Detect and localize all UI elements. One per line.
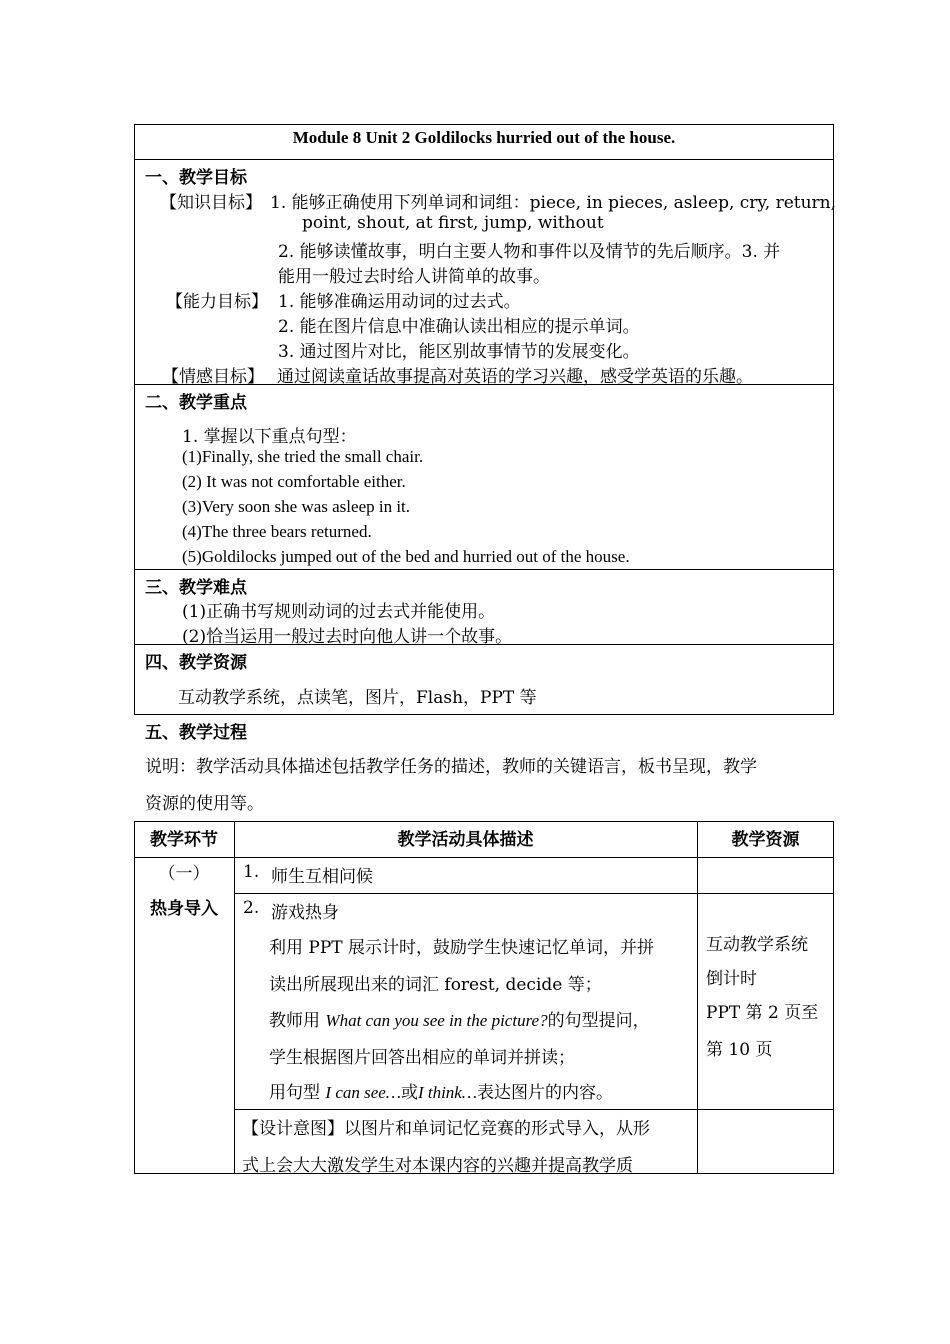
ability-line: 1. 能够准确运用动词的过去式。 [278, 292, 521, 312]
step-line-text: 用句型 [269, 1083, 326, 1103]
step-line-text: 教师用 [269, 1011, 326, 1031]
step-line [269, 1078, 613, 1103]
stage-number: （一） [158, 864, 210, 884]
difficulty-item: (2)恰当运用一般过去时向他人讲一个故事。 [182, 627, 513, 647]
knowledge-line: point, shout, at first, jump, without [302, 213, 604, 233]
column-header-resources: 教学资源 [731, 830, 800, 850]
step-line: 利用 PPT 展示计时，鼓励学生快速记忆单词，并拼 [269, 938, 655, 958]
step-line-italic: What can you see in the picture? [325, 1011, 548, 1030]
step-line: 学生根据图片回答出相应的单词并拼读； [269, 1048, 575, 1068]
process-heading: 五、教学过程 [145, 723, 247, 743]
design-intent: 式上会大大激发学生对本课内容的兴趣并提高教学质 [242, 1156, 633, 1176]
knowledge-tag: 【知识目标】 [160, 193, 262, 213]
key-point-item: (5)Goldilocks jumped out of the bed and hurried out of the house. [182, 547, 630, 566]
header-divider [134, 857, 834, 858]
process-note: 资源的使用等。 [145, 794, 264, 814]
knowledge-line: 能用一般过去时给人讲简单的故事。 [278, 267, 550, 287]
page-title: Module 8 Unit 2 Goldilocks hurried out of the house. [292, 128, 676, 147]
difficulty-item: (1)正确书写规则动词的过去式并能使用。 [182, 602, 496, 622]
key-point-item: (4)The three bears returned. [182, 522, 372, 541]
key-points-heading: 二、教学重点 [145, 393, 247, 413]
ability-line: 3. 通过图片对比，能区别故事情节的发展变化。 [278, 342, 640, 362]
ability-tag: 【能力目标】 [166, 292, 268, 312]
key-point-item: (1)Finally, she tried the small chair. [182, 447, 424, 466]
step-line-text: 表达图片的内容。 [476, 1083, 613, 1103]
row-divider [234, 1109, 834, 1110]
key-point-item: (2) It was not comfortable either. [182, 472, 406, 491]
col-divider [234, 821, 235, 1174]
difficulties-heading: 三、教学难点 [145, 578, 247, 598]
design-intent: 【设计意图】以图片和单词记忆竞赛的形式导入，从形 [242, 1119, 650, 1139]
resource-item: 互动教学系统 [706, 935, 808, 955]
resource-item: 倒计时 [706, 969, 757, 989]
step-line-italic: I can see… [325, 1083, 401, 1102]
key-points-intro: 1. 掌握以下重点句型： [182, 427, 357, 447]
step-line-italic: I think… [417, 1083, 477, 1102]
objectives-heading: 一、教学目标 [145, 168, 247, 188]
step-text: 师生互相问候 [271, 867, 373, 887]
col-divider [697, 821, 698, 1174]
column-header-description: 教学活动具体描述 [397, 830, 534, 850]
step-title: 游戏热身 [271, 903, 339, 923]
row-divider [134, 159, 834, 160]
process-note: 说明：教学活动具体描述包括教学任务的描述，教师的关键语言，板书呈现，教学 [145, 757, 757, 777]
row-divider [234, 893, 834, 894]
key-point-item: (3)Very soon she was asleep in it. [182, 497, 411, 516]
column-header-stage: 教学环节 [150, 830, 218, 850]
step-line-text: 或 [400, 1083, 418, 1103]
step-number: 2. [243, 898, 260, 918]
step-number: 1. [243, 862, 260, 882]
emotion-line: 通过阅读童话故事提高对英语的学习兴趣，感受学英语的乐趣。 [277, 367, 753, 387]
resources-text: 互动教学系统，点读笔，图片，Flash，PPT 等 [178, 688, 537, 708]
knowledge-line: 1. 能够正确使用下列单词和词组：piece, in pieces, asleep, cry, return, [270, 193, 837, 213]
resources-heading: 四、教学资源 [145, 653, 247, 673]
resource-item: PPT 第 2 页至 [706, 1003, 819, 1023]
step-line-text: 的句型提问， [547, 1011, 650, 1031]
ability-line: 2. 能在图片信息中准确认读出相应的提示单词。 [278, 317, 640, 337]
step-line [269, 1006, 650, 1031]
emotion-tag: 【情感目标】 [162, 367, 264, 387]
knowledge-line: 2. 能够读懂故事，明白主要人物和事件以及情节的先后顺序。3. 并 [278, 242, 781, 262]
resource-item: 第 10 页 [706, 1040, 773, 1060]
row-divider [134, 569, 834, 570]
step-line: 读出所展现出来的词汇 forest, decide 等； [269, 975, 602, 995]
stage-name: 热身导入 [150, 899, 218, 919]
